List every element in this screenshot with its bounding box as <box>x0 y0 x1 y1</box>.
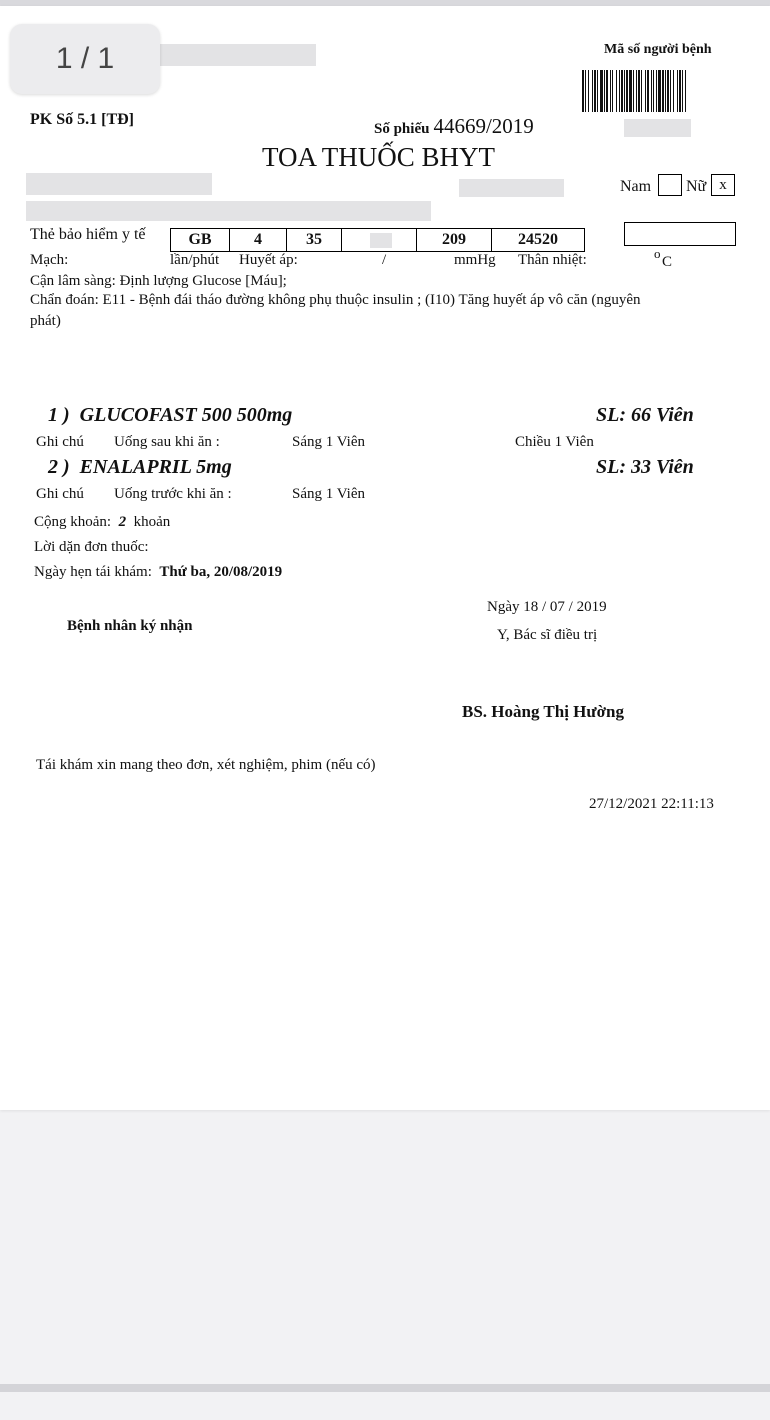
redacted-patient-code <box>624 119 691 137</box>
redacted-birth-date <box>459 179 564 197</box>
barcode-bar <box>686 70 687 112</box>
doctor-role-label: Y, Bác sĩ điều trị <box>497 627 598 643</box>
diagnosis-line-1: Chẩn đoán: E11 - Bệnh đái tháo đường không phụ thuộc insulin ; (I10) Tăng huyết áp vô căn (nguyên <box>30 292 641 308</box>
medicine-name-row <box>48 404 292 427</box>
total-items-count: 2 <box>118 514 127 530</box>
gender-male-label: Nam <box>620 178 652 195</box>
blank-field-box <box>624 222 736 246</box>
degree-symbol: o <box>654 246 661 261</box>
gender-male-checkbox <box>658 174 682 196</box>
medicine-quantity: SL: 33 Viên <box>596 456 694 478</box>
bp-label: Huyết áp: <box>239 252 298 268</box>
medicine-note-label: Ghi chú <box>36 486 84 502</box>
gender-female-label: Nữ <box>686 178 707 195</box>
insurance-number-table <box>170 228 585 252</box>
redacted-patient-name <box>26 173 212 195</box>
revisit-row <box>34 564 282 581</box>
diagnosis-line-2: phát) <box>30 313 61 329</box>
bp-separator: / <box>382 252 387 268</box>
medicine-name: GLUCOFAST 500 500mg <box>79 404 293 426</box>
total-items-label: Cộng khoản: <box>34 514 112 530</box>
viewer-bottom-bar <box>0 1384 770 1392</box>
doctor-name: BS. Hoàng Thị Hường <box>462 702 624 721</box>
insurance-cell: GB <box>171 229 230 252</box>
revisit-date: Thứ ba, 20/08/2019 <box>159 564 283 580</box>
advice-label: Lời dặn đơn thuốc: <box>34 539 149 555</box>
signature-date: Ngày 18 / 07 / 2019 <box>487 599 607 615</box>
medicine-quantity: SL: 66 Viên <box>596 404 694 426</box>
insurance-cell: 4 <box>230 229 287 252</box>
redacted-hospital-name <box>160 44 316 66</box>
medicine-timing: Uống trước khi ăn : <box>114 486 232 502</box>
redacted-insurance-part <box>370 233 392 248</box>
ticket-label: Số phiếu <box>374 121 430 137</box>
redacted-address <box>26 201 431 221</box>
total-items-row <box>34 514 170 531</box>
medicine-name-row <box>48 456 232 479</box>
pulse-label: Mạch: <box>30 252 69 268</box>
medicine-index: 2 ) <box>48 456 70 478</box>
ticket-number-row <box>374 114 534 139</box>
medicine-index: 1 ) <box>48 404 70 426</box>
insurance-cell: 24520 <box>492 229 585 252</box>
clinic-label: PK Số 5.1 [TĐ] <box>30 111 134 128</box>
insurance-cell-redacted <box>342 229 417 252</box>
patient-code-label: Mã số người bệnh <box>604 42 712 57</box>
patient-signature-label: Bệnh nhân ký nhận <box>67 618 193 634</box>
page-counter: 1 / 1 <box>10 24 160 94</box>
medicine-morning-dose: Sáng 1 Viên <box>292 434 365 450</box>
prescription-page <box>0 6 770 1110</box>
document-title: TOA THUỐC BHYT <box>262 142 496 172</box>
insurance-cell: 35 <box>287 229 342 252</box>
print-timestamp: 27/12/2021 22:11:13 <box>589 796 714 812</box>
ticket-number: 44669/2019 <box>433 114 534 138</box>
insurance-cell: 209 <box>417 229 492 252</box>
lab-tests: Cận lâm sàng: Định lượng Glucose [Máu]; <box>30 273 287 289</box>
medicine-afternoon-dose: Chiều 1 Viên <box>515 434 594 450</box>
revisit-label: Ngày hẹn tái khám: <box>34 564 152 580</box>
bp-unit: mmHg <box>454 252 496 268</box>
medicine-timing: Uống sau khi ăn : <box>114 434 220 450</box>
patient-barcode <box>582 70 736 112</box>
insurance-label: Thẻ bảo hiểm y tế <box>30 226 146 243</box>
medicine-note-label: Ghi chú <box>36 434 84 450</box>
footer-note: Tái khám xin mang theo đơn, xét nghiệm, phim (nếu có) <box>36 757 376 773</box>
pulse-unit: lần/phút <box>170 252 220 268</box>
medicine-name: ENALAPRIL 5mg <box>79 456 232 478</box>
temperature-unit: C <box>662 254 673 270</box>
total-items-unit: khoản <box>133 514 171 530</box>
medicine-morning-dose: Sáng 1 Viên <box>292 486 365 502</box>
temperature-label: Thân nhiệt: <box>518 252 587 268</box>
gender-female-checkbox: x <box>711 174 735 196</box>
